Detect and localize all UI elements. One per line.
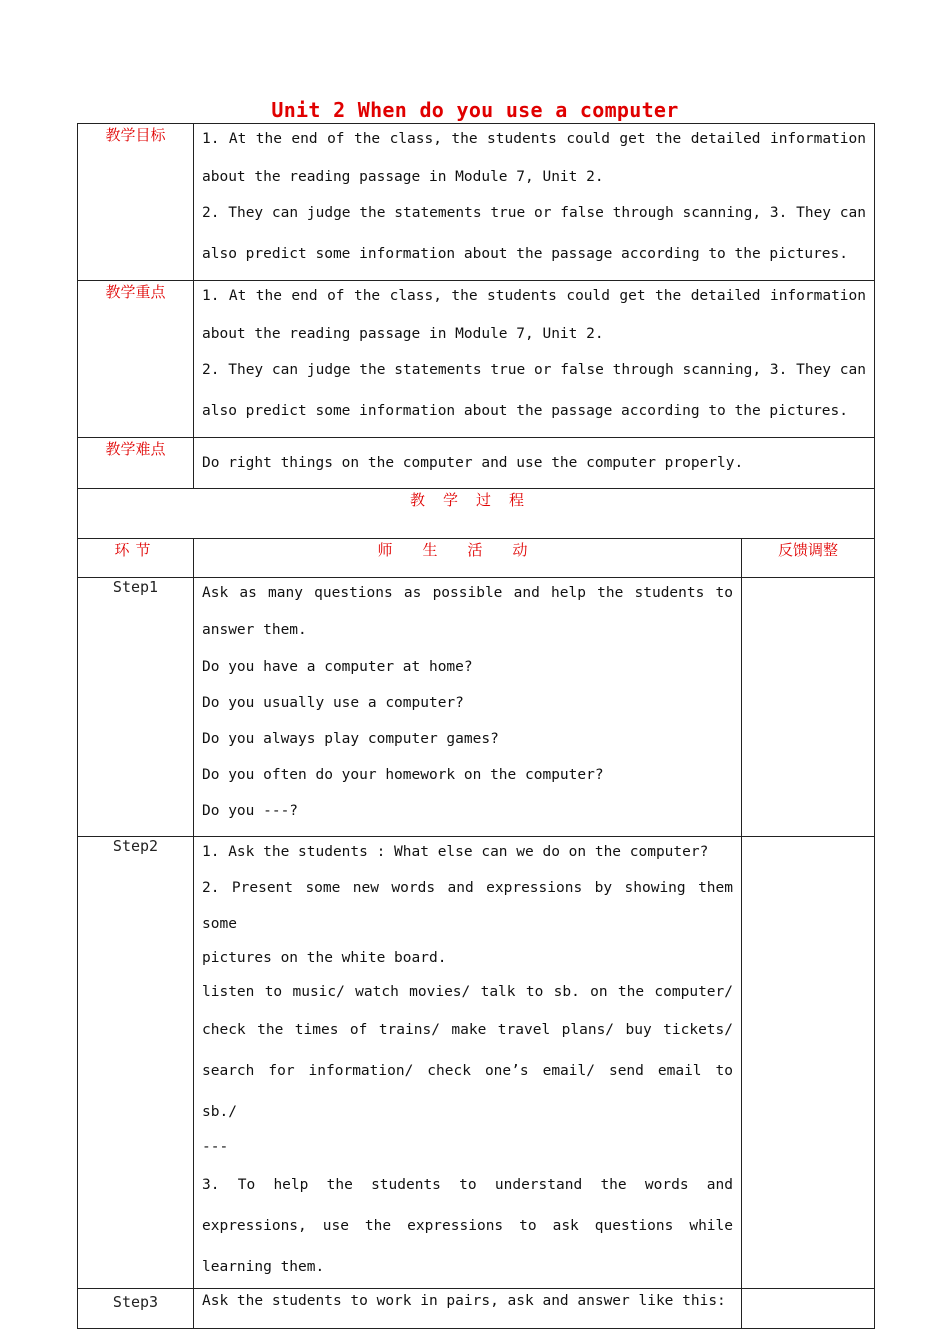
key-points-line: about the reading passage in Module 7, Unit 2. xyxy=(202,326,604,342)
column-header-feedback: 反馈调整 xyxy=(742,539,875,578)
step2-line: 3. To help the students to understand the words and xyxy=(202,1177,733,1193)
objectives-label: 教学目标 xyxy=(78,124,194,281)
step1-line: Do you ---? xyxy=(202,803,299,819)
step1-feedback xyxy=(742,578,875,837)
step3-activity xyxy=(194,1289,742,1329)
step1-line: Do you often do your homework on the computer? xyxy=(202,767,604,783)
difficulties-text: Do right things on the computer and use the computer properly. xyxy=(202,455,744,471)
step1-line: Ask as many questions as possible and help the students to xyxy=(202,585,733,601)
key-points-row xyxy=(78,281,875,438)
step3-line: Ask the students to work in pairs, ask and answer like this: xyxy=(202,1293,726,1309)
step1-line: Do you usually use a computer? xyxy=(202,695,464,711)
key-points-content xyxy=(194,281,875,438)
step2-line: --- xyxy=(202,1139,229,1155)
step2-line: listen to music/ watch movies/ talk to sb. on the computer/ xyxy=(202,984,733,1000)
objectives-line: 1. At the end of the class, the students could get the detailed information xyxy=(202,131,866,147)
process-heading-text: 教学过程 xyxy=(409,491,542,509)
column-header-activity-text: 师生活动 xyxy=(377,541,558,559)
step2-line: check the times of trains/ make travel plans/ buy tickets/ xyxy=(202,1022,733,1038)
step3-label: Step3 xyxy=(78,1289,194,1329)
column-header-stage-text: 环节 xyxy=(114,541,157,559)
difficulties-content xyxy=(194,438,875,489)
process-heading-row xyxy=(78,489,875,539)
step2-line: expressions, use the expressions to ask questions while xyxy=(202,1218,733,1234)
step2-row xyxy=(78,837,875,1289)
column-header-row xyxy=(78,539,875,578)
key-points-line: also predict some information about the passage according to the pictures. xyxy=(202,403,849,419)
objectives-line: also predict some information about the passage according to the pictures. xyxy=(202,246,849,262)
step2-line: learning them. xyxy=(202,1259,325,1275)
step2-line: 2. Present some new words and expressions by showing them some xyxy=(202,880,733,932)
step1-line: Do you always play computer games? xyxy=(202,731,499,747)
column-header-stage xyxy=(78,539,194,578)
step2-label: Step2 xyxy=(78,837,194,1289)
step2-line: 1. Ask the students : What else can we do on the computer? xyxy=(202,844,709,860)
key-points-line: 1. At the end of the class, the students could get the detailed information xyxy=(202,288,866,304)
objectives-row xyxy=(78,124,875,281)
lesson-plan-table xyxy=(77,123,875,1329)
step1-row xyxy=(78,578,875,837)
step2-line: search for information/ check one’s email/ send email to sb./ xyxy=(202,1063,733,1120)
step1-activity xyxy=(194,578,742,837)
step1-line: answer them. xyxy=(202,622,307,638)
step1-label: Step1 xyxy=(78,578,194,837)
difficulties-label: 教学难点 xyxy=(78,438,194,489)
document-title: Unit 2 When do you use a computer xyxy=(271,98,679,122)
objectives-line: 2. They can judge the statements true or false through scanning, 3. They can xyxy=(202,205,866,221)
column-header-activity xyxy=(194,539,742,578)
step3-feedback xyxy=(742,1289,875,1329)
step2-activity xyxy=(194,837,742,1289)
step2-feedback xyxy=(742,837,875,1289)
step1-line: Do you have a computer at home? xyxy=(202,659,473,675)
key-points-label: 教学重点 xyxy=(78,281,194,438)
step3-row xyxy=(78,1289,875,1329)
objectives-line: about the reading passage in Module 7, Unit 2. xyxy=(202,169,604,185)
process-heading xyxy=(78,489,875,539)
difficulties-row xyxy=(78,438,875,489)
objectives-content xyxy=(194,124,875,281)
step2-line: pictures on the white board. xyxy=(202,950,447,966)
key-points-line: 2. They can judge the statements true or false through scanning, 3. They can xyxy=(202,362,866,378)
